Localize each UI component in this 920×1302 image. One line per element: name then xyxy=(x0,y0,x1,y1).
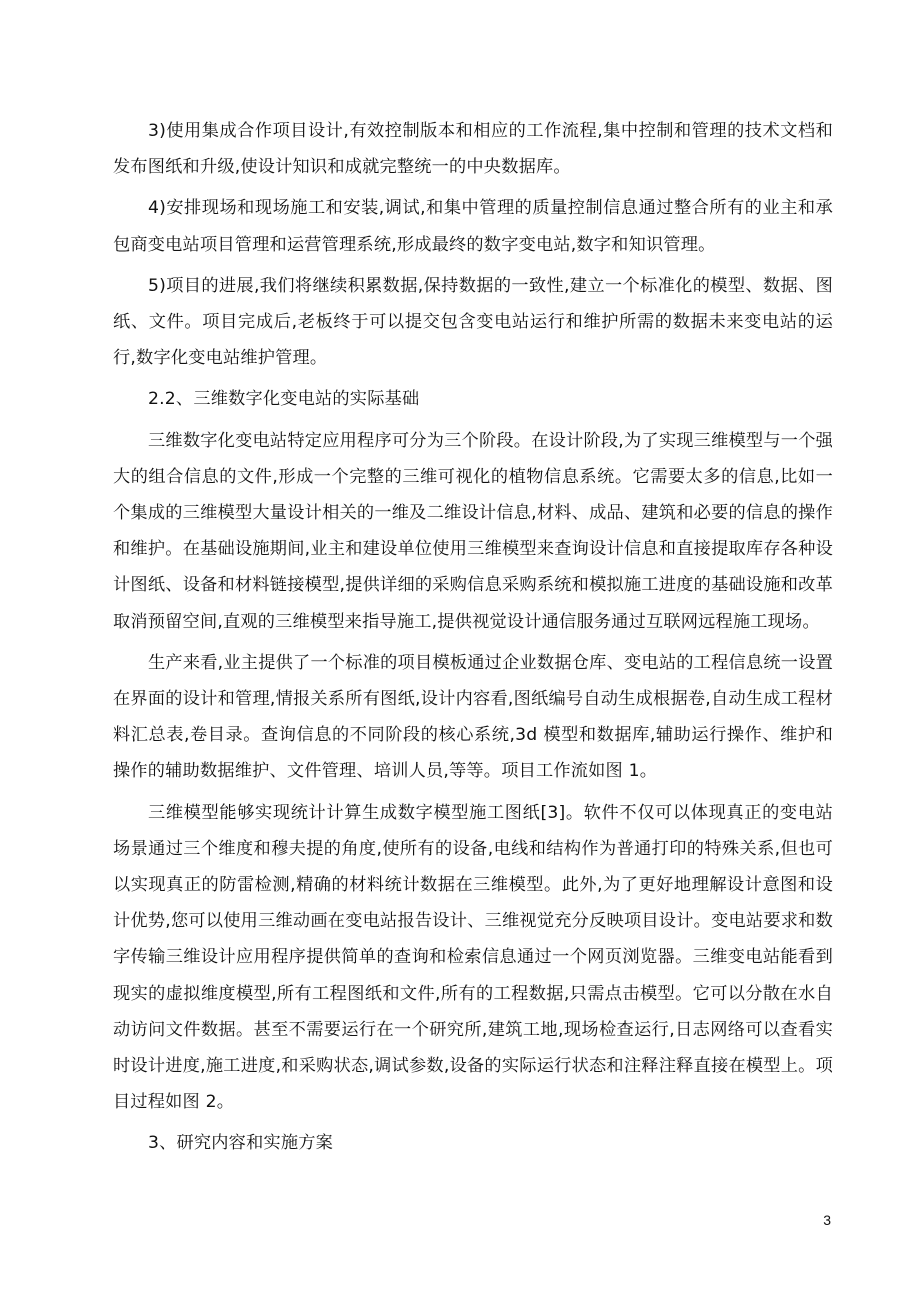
paragraph-item-4: 4)安排现场和现场施工和安装,调试,和集中管理的质量控制信息通过整合所有的业主和承包商变电站项目管理和运营管理系统,形成最终的数字变电站,数字和知识管理。 xyxy=(113,198,833,255)
page-number: 3 xyxy=(823,1212,831,1228)
paragraph-production: 生产来看,业主提供了一个标准的项目模板通过企业数据仓库、变电站的工程信息统一设置在界面的设计和管理,情报关系所有图纸,设计内容看,图纸编号自动生成根据卷,自动生成工程材料汇总表,卷目录。查询信息的不同阶段的核心系统,3d 模型和数据库,辅助运行操作、维护和操作的辅助数据维护、文件管理、培训人员,等等。项目工作流如图 1。 xyxy=(113,652,833,782)
paragraph-item-5: 5)项目的进展,我们将继续积累数据,保持数据的一致性,建立一个标准化的模型、数据、图纸、文件。项目完成后,老板终于可以提交包含变电站运行和维护所需的数据未来变电站的运行,数字化变电站维护管理。 xyxy=(113,275,833,369)
section-heading-3: 3、研究内容和实施方案 xyxy=(148,1133,334,1154)
paragraph-item-3: 3)使用集成合作项目设计,有效控制版本和相应的工作流程,集中控制和管理的技术文档和发布图纸和升级,使设计知识和成就完整统一的中央数据库。 xyxy=(113,121,833,178)
paragraph-3d-model: 三维模型能够实现统计计算生成数字模型施工图纸[3]。软件不仅可以体现真正的变电站场景通过三个维度和穆夫提的角度,使所有的设备,电线和结构作为普通打印的特殊关系,但也可以实现真正的防雷检测,精确的材料统计数据在三维模型。此外,为了更好地理解设计意图和设计优势,您可以使用三维动画在变电站报告设计、三维视觉充分反映项目设计。变电站要求和数字传输三维设计应用程序提供简单的查询和检索信息通过一个网页浏览器。三维变电站能看到现实的虚拟维度模型,所有工程图纸和文件,所有的工程数据,只需点击模型。它可以分散在水自动访问文件数据。甚至不需要运行在一个研究所,建筑工地,现场检查运行,日志网络可以查看实时设计进度,施工进度,和采购状态,调试参数,设备的实际运行状态和注释注释直接在模型上。项目过程如图 2。 xyxy=(113,802,833,1113)
paragraph-application-stages: 三维数字化变电站特定应用程序可分为三个阶段。在设计阶段,为了实现三维模型与一个强大的组合信息的文件,形成一个完整的三维可视化的植物信息系统。它需要太多的信息,比如一个集成的三维模型大量设计相关的一维及二维设计信息,材料、成品、建筑和必要的信息的操作和维护。在基础设施期间,业主和建设单位使用三维模型来查询设计信息和直接提取库存各种设计图纸、设备和材料链接模型,提供详细的采购信息采购系统和模拟施工进度的基础设施和改革取消预留空间,直观的三维模型来指导施工,提供视觉设计通信服务通过互联网远程施工现场。 xyxy=(113,430,833,632)
document-body xyxy=(113,113,833,1167)
section-heading-2-2: 2.2、三维数字化变电站的实际基础 xyxy=(148,389,420,410)
